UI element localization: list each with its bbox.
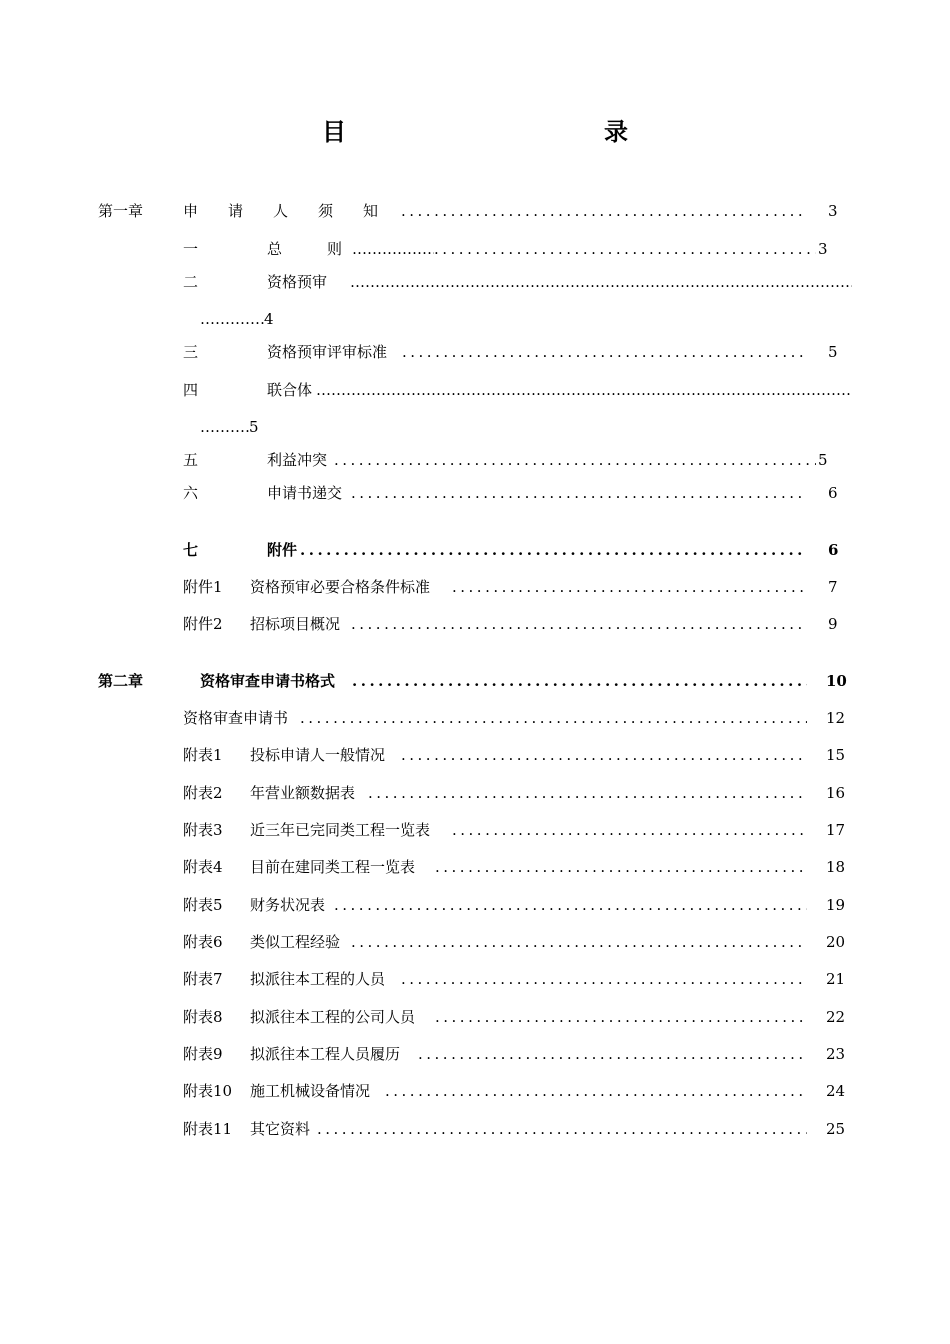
toc-page-number: 18 (826, 858, 846, 876)
toc-page-number: 3 (818, 240, 828, 258)
toc-table-title: 拟派往本工程的公司人员 (250, 1008, 416, 1026)
toc-page-number: 7 (828, 578, 838, 596)
toc-leader-dots (351, 615, 807, 633)
toc-attachment-title: 招标项目概况 (250, 615, 341, 633)
toc-section-title: 资格预审评审标准 (267, 343, 388, 361)
toc-leader-dots (200, 310, 264, 328)
toc-chapter-title: 申 请 人 须 知 (183, 202, 379, 220)
toc-leader-dots (452, 821, 807, 839)
toc-leader-dots (351, 933, 807, 951)
toc-table-title: 其它资料 (250, 1120, 311, 1138)
toc-leader-dots (352, 240, 434, 258)
toc-section-number: 六 (183, 484, 199, 502)
toc-page-number: 16 (826, 784, 846, 802)
toc-leader-dots (401, 970, 807, 988)
toc-leader-dots (352, 672, 807, 690)
toc-table-number: 附表9 (183, 1045, 223, 1063)
toc-table-title: 拟派往本工程的人员 (250, 970, 386, 988)
toc-page-number: 5 (249, 418, 259, 436)
toc-section-title: 申请书递交 (267, 484, 343, 502)
toc-page-number: 24 (826, 1082, 846, 1100)
toc-page-number: 21 (826, 970, 846, 988)
toc-page-number: 19 (826, 896, 846, 914)
toc-section-number: 四 (183, 381, 199, 399)
toc-table-title: 财务状况表 (250, 896, 326, 914)
toc-page-number: 9 (828, 615, 838, 633)
toc-leader-dots (368, 784, 807, 802)
toc-leader-dots (402, 343, 807, 361)
toc-leader-dots (350, 273, 852, 291)
toc-table-number: 附表7 (183, 970, 223, 988)
toc-page-number: 6 (828, 541, 839, 559)
toc-section-title: 资格预审 (267, 273, 328, 291)
toc-section-title: 联合体 (267, 381, 313, 399)
toc-page-number: 6 (828, 484, 838, 502)
page-title: 目 录 (322, 117, 698, 146)
toc-table-number: 附表1 (183, 746, 223, 764)
toc-leader-dots (200, 418, 249, 436)
toc-leader-dots (401, 746, 807, 764)
toc-table-title: 年营业额数据表 (250, 784, 356, 802)
toc-chapter-title: 资格审查申请书格式 (200, 672, 336, 690)
toc-leader-dots (300, 709, 807, 727)
toc-table-title: 近三年已完同类工程一览表 (250, 821, 431, 839)
toc-table-title: 拟派往本工程人员履历 (250, 1045, 401, 1063)
toc-section-number: 五 (183, 451, 199, 469)
toc-leader-dots (418, 1045, 807, 1063)
toc-section-number: 三 (183, 343, 199, 361)
toc-attachment-number: 附件1 (183, 578, 223, 596)
toc-page-number: 17 (826, 821, 846, 839)
toc-leader-dots (300, 541, 807, 559)
toc-attachment-title: 资格预审必要合格条件标准 (250, 578, 431, 596)
toc-table-number: 附表10 (183, 1082, 233, 1100)
toc-table-title: 投标申请人一般情况 (250, 746, 386, 764)
toc-table-number: 附表6 (183, 933, 223, 951)
toc-entry-title: 资格审查申请书 (183, 709, 289, 727)
toc-attachment-number: 附件2 (183, 615, 223, 633)
toc-table-number: 附表2 (183, 784, 223, 802)
toc-leader-dots (401, 202, 807, 220)
toc-section-number: 一 (183, 240, 199, 258)
toc-chapter-number: 第一章 (98, 202, 144, 220)
toc-table-number: 附表8 (183, 1008, 223, 1026)
toc-page-number: 3 (828, 202, 838, 220)
toc-table-number: 附表3 (183, 821, 223, 839)
toc-leader-dots (385, 1082, 807, 1100)
toc-page-number: 10 (826, 672, 847, 690)
toc-table-title: 施工机械设备情况 (250, 1082, 371, 1100)
toc-leader-dots (452, 578, 807, 596)
toc-section-title: 总 则 (267, 240, 343, 258)
toc-section-number: 二 (183, 273, 199, 291)
toc-page-number: 22 (826, 1008, 846, 1026)
toc-leader-dots (334, 451, 816, 469)
toc-page-number: 5 (818, 451, 828, 469)
toc-chapter-number: 第二章 (98, 672, 144, 690)
toc-leader-dots (435, 1008, 807, 1026)
toc-page-number: 25 (826, 1120, 846, 1138)
toc-page-number: 20 (826, 933, 846, 951)
toc-section-number: 七 (183, 541, 199, 559)
toc-page-number: 23 (826, 1045, 846, 1063)
toc-table-title: 目前在建同类工程一览表 (250, 858, 416, 876)
toc-leader-dots (316, 381, 852, 399)
toc-table-number: 附表11 (183, 1120, 233, 1138)
toc-page-number: 5 (828, 343, 838, 361)
toc-table-number: 附表5 (183, 896, 223, 914)
toc-leader-dots (351, 484, 807, 502)
toc-leader-dots (334, 896, 807, 914)
toc-page-number: 4 (264, 310, 274, 328)
toc-leader-dots (317, 1120, 807, 1138)
toc-section-title: 利益冲突 (267, 451, 328, 469)
toc-leader-dots (435, 858, 807, 876)
toc-page-number: 15 (826, 746, 846, 764)
toc-page-number: 12 (826, 709, 846, 727)
toc-table-number: 附表4 (183, 858, 223, 876)
toc-leader-dots (434, 240, 816, 258)
toc-table-title: 类似工程经验 (250, 933, 341, 951)
toc-section-title: 附件 (267, 541, 298, 559)
